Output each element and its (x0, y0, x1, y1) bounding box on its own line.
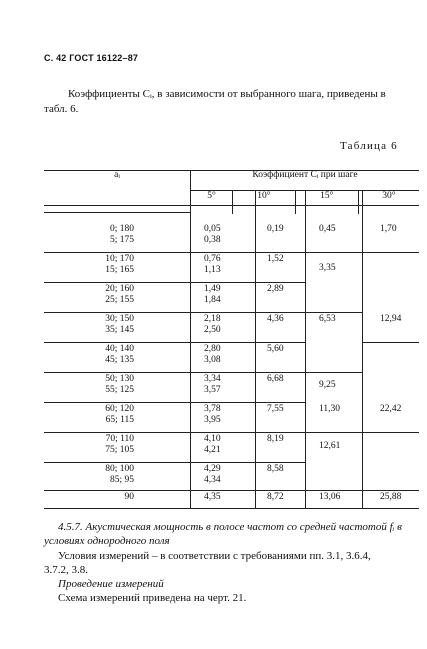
c5-value: 3,95 (204, 415, 221, 425)
a-value: 80; 100 (105, 464, 134, 474)
c5-value: 3,08 (204, 355, 221, 365)
row-rule (44, 462, 305, 463)
c10-value: 4,36 (267, 314, 284, 324)
c5-value: 3,78 (204, 404, 221, 414)
a-value: 15; 165 (105, 265, 134, 275)
a-value: 35; 145 (105, 325, 134, 335)
section-4-5-7-line-1: 4.5.7. Акустическая мощность в полосе частот со средней частотой fᵢ в (58, 521, 402, 533)
page-header: С. 42 ГОСТ 16122–87 (44, 53, 139, 63)
c30-rule (362, 342, 419, 343)
intro-line-1: Коэффициенты Cᵢ, в зависимости от выбранного шага, приведены в (68, 88, 386, 100)
table-bottom-rule (44, 508, 419, 509)
row-rule (44, 402, 305, 403)
c15-value: 6,53 (319, 314, 336, 324)
c15-rule (305, 312, 362, 313)
section-4-5-7-line-2: условиях однородного поля (44, 535, 170, 547)
a-value: 10; 170 (105, 254, 134, 264)
row-rule (44, 252, 305, 253)
row-rule (44, 490, 305, 491)
c5-value: 1,13 (204, 265, 221, 275)
conditions-line-1: Условия измерений – в соответствии с требованиями пп. 3.1, 3.6.4, (58, 550, 371, 562)
c30-value: 22,42 (380, 404, 402, 414)
col-rule-3 (305, 190, 306, 508)
c5-value: 0,05 (204, 224, 221, 234)
c5-value: 4,35 (204, 492, 221, 502)
intro-line-2: табл. 6. (44, 103, 79, 115)
a-value: 25; 155 (105, 295, 134, 305)
col-rule-1 (190, 170, 191, 508)
row-rule (44, 312, 305, 313)
c5-value: 2,80 (204, 344, 221, 354)
c5-value: 3,34 (204, 374, 221, 384)
c30-value: 1,70 (380, 224, 397, 234)
subheader-30: 30° (358, 191, 419, 206)
a-value: 90 (124, 492, 134, 502)
c15-value: 11,30 (319, 404, 341, 414)
subheader-5: 5° (191, 191, 233, 206)
a-value: 55; 125 (105, 385, 134, 395)
a-value: 40; 140 (105, 344, 134, 354)
c10-value: 0,19 (267, 224, 284, 234)
col-rule-4 (362, 190, 363, 508)
c15-value: 3,35 (319, 263, 336, 273)
c30-rule (362, 490, 419, 491)
a-value: 60; 120 (105, 404, 134, 414)
c5-value: 1,49 (204, 284, 221, 294)
a-value: 0; 180 (109, 224, 134, 234)
c10-value: 2,89 (267, 284, 284, 294)
c5-value: 4,10 (204, 434, 221, 444)
row-rule (44, 342, 305, 343)
measurement-heading: Проведение измерений (58, 578, 164, 590)
c30-value: 12,94 (380, 314, 402, 324)
c15-rule (305, 252, 362, 253)
row-rule (44, 372, 305, 373)
a-value: 50; 130 (105, 374, 134, 384)
c10-value: 7,55 (267, 404, 284, 414)
a-value: 70; 110 (105, 434, 134, 444)
c15-rule (305, 432, 362, 433)
c10-value: 8,72 (267, 492, 284, 502)
c10-value: 8,19 (267, 434, 284, 444)
subheader-10: 10° (232, 191, 295, 206)
a-value: 30; 150 (105, 314, 134, 324)
c15-value: 0,45 (319, 224, 336, 234)
c10-value: 1,52 (267, 254, 284, 264)
col-a-header: aᵢ (44, 170, 191, 206)
table-caption: Таблица 6 (340, 140, 398, 152)
c30-value: 25,88 (380, 492, 402, 502)
col-rule-2 (255, 190, 256, 508)
a-value: 75; 105 (105, 445, 134, 455)
c5-value: 4,34 (204, 475, 221, 485)
a-value: 5; 175 (109, 235, 134, 245)
row-rule (44, 432, 305, 433)
c15-value: 13,06 (319, 492, 341, 502)
a-value: 65; 115 (105, 415, 134, 425)
subheader-15: 15° (295, 191, 358, 206)
c5-value: 4,21 (204, 445, 221, 455)
c5-value: 0,76 (204, 254, 221, 264)
a-value: 20; 160 (105, 284, 134, 294)
scheme-line: Схема измерений приведена на черт. 21. (58, 592, 247, 604)
c30-rule (362, 252, 419, 253)
c30-rule (362, 432, 419, 433)
c5-value: 2,18 (204, 314, 221, 324)
c10-value: 5,60 (267, 344, 284, 354)
col-a-arrow-rule (44, 212, 190, 213)
c5-value: 1,84 (204, 295, 221, 305)
c15-rule (305, 372, 362, 373)
c5-value: 2,50 (204, 325, 221, 335)
row-rule (44, 282, 305, 283)
a-value: 45; 135 (105, 355, 134, 365)
conditions-line-2: 3.7.2, 3.8. (44, 564, 88, 576)
c10-value: 8,58 (267, 464, 284, 474)
c15-rule (305, 490, 362, 491)
c10-value: 6,68 (267, 374, 284, 384)
group-header: Коэффициент Cᵢ при шаге (191, 170, 420, 191)
c5-value: 4,29 (204, 464, 221, 474)
c5-value: 3,57 (204, 385, 221, 395)
c5-value: 0,38 (204, 235, 221, 245)
a-value: 85; 95 (109, 475, 134, 485)
c15-value: 12,61 (319, 441, 341, 451)
c15-value: 9,25 (319, 380, 336, 390)
